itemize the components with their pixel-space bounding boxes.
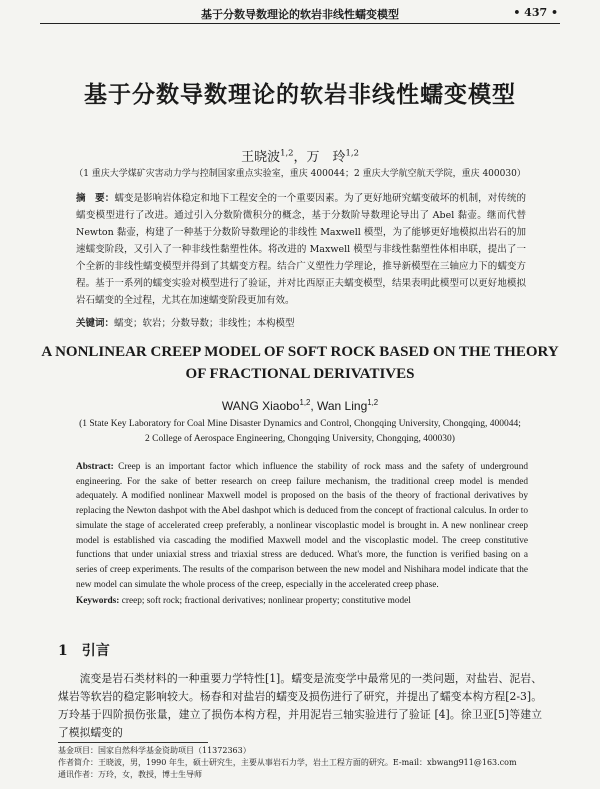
- author-affil-sup-1: 1,2: [280, 147, 294, 158]
- author-name-2: ，万 玲: [293, 150, 346, 165]
- english-abstract: [76, 460, 528, 592]
- footnote-corresponding: 通讯作者：万玲，女，教授，博士生导师: [58, 770, 202, 779]
- chinese-keywords: [76, 315, 526, 329]
- chinese-keywords-text: 蠕变；软岩；分数导数；非线性；本构模型: [114, 318, 295, 329]
- english-authors: [0, 398, 600, 413]
- chinese-affiliation: （1 重庆大学煤矿灾害动力学与控制国家重点实验室，重庆 400044；2 重庆大学航空航天学院，重庆 400030）: [74, 169, 526, 179]
- english-abstract-label: Abstract:: [76, 462, 114, 472]
- english-keywords-label: Keywords:: [76, 596, 120, 606]
- english-abstract-text: Creep is an important factor which influence the stability of rock mass and the safety of underground engineering. For the sake of better research on creep failure mechanism, the traditional creep model is mended adequately. A modified nonlinear Maxwell model is proposed on the basis of the theory of fractional derivatives by replacing the Newton dashpot with the Abel dashpot which is deduced from the concept of fractional calculus. In order to simulate the stage of accelerated creep preferably, a nonlinear viscoplastic model is brought in. A new nonlinear creep model is established via cascading the modified Maxwell model and the viscoplastic model. The creep constitutive functions that under uniaxial stress and triaxial stress are deduced. What's more, the function is verified basing on a series of creep experiments. The results of the comparison between the new model and Nishihara model indicate that the new model can simulate the whole process of the creep, especially in the accelerated creep phase.: [76, 462, 528, 590]
- english-affiliation: [0, 417, 600, 447]
- chinese-abstract: [76, 190, 526, 309]
- page-number: • 437 •: [513, 6, 558, 19]
- english-author-sup-2: 1,2: [367, 398, 379, 407]
- chinese-abstract-label: 摘 要：: [76, 193, 115, 204]
- author-name-1: 王晓波: [241, 150, 281, 165]
- english-keywords-text: creep; soft rock; fractional derivatives; nonlinear property; constitutive model: [121, 596, 411, 606]
- running-header-title: 基于分数导数理论的软岩非线性蠕变模型: [201, 8, 399, 21]
- footnote-author-bio: 作者简介：王晓波，男，1990 年生，硕士研究生，主要从事岩石力学，岩土工程方面的研究。E-mail：xbwang911@163.com: [58, 758, 517, 767]
- english-author-name-1: WANG Xiaobo: [221, 399, 300, 413]
- footnote-rule: [58, 742, 208, 743]
- chinese-abstract-text: 蠕变是影响岩体稳定和地下工程安全的一个重要因素。为了更好地研究蠕变破坏的机制，对传统的蠕变模型进行了改进。通过引入分数阶微积分的概念，基于分数阶导数理论导出了 Abel 黏壶。继而代替 Newton 黏壶，构建了一种基于分数阶导数理论的非线性 Maxwell 模型，为了能够更好地模拟出岩石的加速蠕变阶段，又引入了一种非线性黏塑性体。将改进的 Maxwell 模型与非线性黏塑性体相串联，提出了一个全新的非线性蠕变模型并得到了其蠕变方程。结合广义塑性力学理论，推导新模型在三轴应力下的蠕变方程。基于一系列的蠕变实验对模型进行了验证，并对比西原正夫蠕变模型，结果表明此模型可以更好地模拟岩石蠕变的全过程，尤其在加速蠕变阶段更加有效。: [76, 193, 526, 306]
- english-author-name-2: , Wan Ling: [310, 399, 368, 413]
- section-number: 1: [58, 643, 68, 659]
- header-rule: [40, 23, 560, 24]
- footnote-fund: 基金项目：国家自然科学基金资助项目（11372363）: [58, 746, 251, 755]
- section-heading: [58, 640, 110, 660]
- english-title: A NONLINEAR CREEP MODEL OF SOFT ROCK BASED ON THE THEORY OF FRACTIONAL DERIVATIVES: [41, 344, 559, 382]
- footnote: [58, 745, 542, 781]
- author-affil-sup-2: 1,2: [345, 147, 359, 158]
- chinese-title: 基于分数导数理论的软岩非线性蠕变模型: [84, 81, 516, 108]
- english-affiliation-2: 2 College of Aerospace Engineering, Chongqing University, Chongqing, 400030): [145, 434, 455, 444]
- english-author-sup-1: 1,2: [299, 398, 311, 407]
- english-keywords: [76, 596, 528, 606]
- english-affiliation-1: (1 State Key Laboratory for Coal Mine Disaster Dynamics and Control, Chongqing University, Chongqing, 400044;: [79, 419, 521, 429]
- section-title: 引言: [81, 643, 110, 659]
- chinese-authors: [0, 146, 600, 165]
- chinese-keywords-label: 关键词：: [76, 318, 115, 329]
- introduction-paragraph: 流变是岩石类材料的一种重要力学特性[1]。蠕变是流变学中最常见的一类问题，对盐岩、泥岩、煤岩等软岩的稳定影响较大。杨春和对盐岩的蠕变及损伤进行了研究，并提出了蠕变本构方程[2-3]。万玲基于四阶损伤张量，建立了损伤本构方程，并用泥岩三轴实验进行了验证 [4]。徐卫亚[5]等建立了模拟蠕变的: [58, 672, 542, 739]
